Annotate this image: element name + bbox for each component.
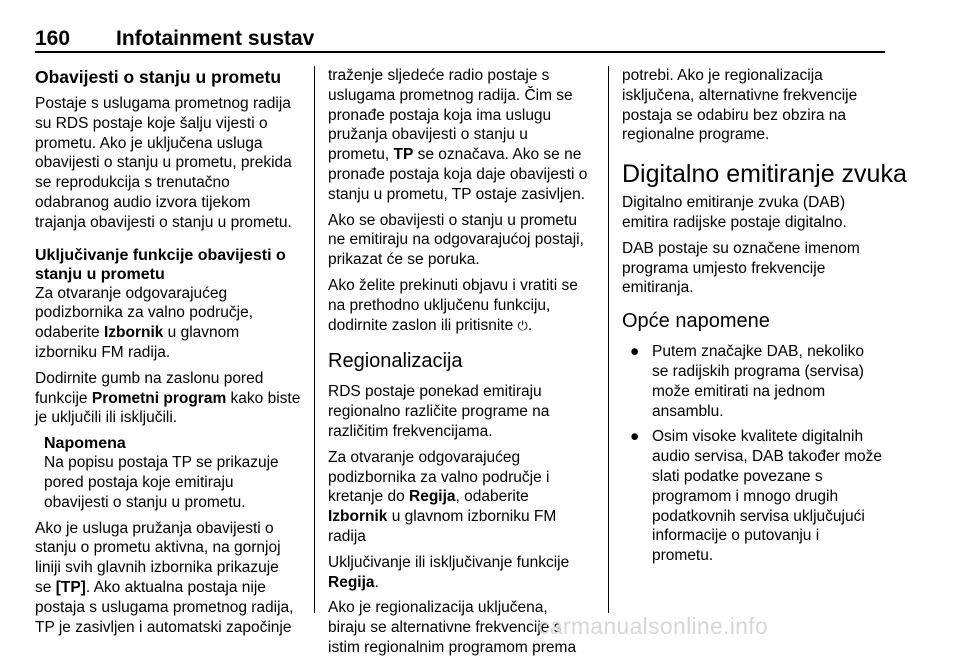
- text-line: [35, 323, 301, 343]
- text-line: podatkovnih servisa uključujući: [652, 507, 865, 525]
- paragraph-intro: [35, 94, 301, 233]
- text-line: [328, 507, 596, 527]
- text-line: se radijskih programa (servisa): [652, 362, 864, 380]
- note-box: [35, 434, 301, 512]
- text-line: DAB postaje su označene imenom: [622, 239, 860, 257]
- column-divider: [314, 66, 315, 613]
- text-line: ansamblu.: [652, 402, 724, 420]
- general-notes-heading: Opće napomene: [622, 310, 770, 333]
- header-rule: [35, 51, 885, 53]
- menu-term: Izbornik: [103, 324, 164, 342]
- menu-term: Izbornik: [328, 508, 388, 526]
- text-line: liniji svih glavnih izbornika prikazuje: [35, 559, 279, 577]
- list-item: [622, 427, 888, 566]
- text-line: pronađe postaja koja daje obavijesti o: [328, 165, 588, 183]
- text-run: u glavnom: [163, 324, 240, 342]
- text-line: potrebi. Ako je regionalizacija: [622, 67, 823, 84]
- text-line: [328, 573, 596, 593]
- text-line: Postaje s uslugama prometnog radija: [35, 95, 291, 112]
- text-line: podizbornika za valno područje i: [328, 468, 550, 486]
- text-line: prikazat će se poruka.: [328, 251, 480, 269]
- text-line: programom i mnogo drugih: [652, 487, 839, 505]
- text-line: Ako je regionalizacija uključena,: [328, 599, 548, 617]
- text-line: izborniku FM radija.: [35, 343, 171, 361]
- text-line: Osim visoke kvalitete digitalnih: [652, 428, 864, 446]
- text-line: isključena, alternativne frekvencije: [622, 86, 858, 104]
- text-line: Digitalno emitiranje zvuka (DAB): [622, 194, 846, 212]
- paragraph-message: [328, 211, 596, 270]
- paragraph-continued: [328, 66, 596, 205]
- text-line: podizbornika za valno područje,: [35, 304, 253, 322]
- column-divider: [608, 66, 609, 613]
- text-run: prometu,: [328, 146, 394, 164]
- text-run: funkcije: [35, 389, 92, 407]
- paragraph-dab-stations: [622, 239, 888, 298]
- text-run: , odaberite: [455, 488, 529, 506]
- paragraph-dab: [622, 193, 888, 233]
- note-title: Napomena: [44, 435, 126, 453]
- text-line: može emitirati na jednom: [652, 382, 826, 400]
- text-line: biraju se alternativne frekvencije s: [328, 619, 562, 637]
- text-line: prometu. Ako je uključena usluga: [35, 134, 263, 152]
- bullet-icon: ●: [630, 428, 640, 446]
- text-line: pružanja obavijesti o stanju u: [328, 126, 528, 144]
- watermark: carmanualsonline.info: [538, 613, 769, 639]
- text-run: odaberite: [35, 324, 104, 342]
- text-line: pronađe postaja koja ima uslugu: [328, 106, 552, 124]
- subheading-line: stanju u prometu: [35, 265, 165, 283]
- text-line: se reprodukcija s trenutačno: [35, 174, 230, 192]
- text-line: programa umjesto frekvencije: [622, 259, 826, 277]
- text-line: radija: [328, 527, 366, 545]
- paragraph-region-menu: [328, 448, 596, 547]
- text-line: Ako želite prekinuti objavu i vratiti se: [328, 276, 578, 294]
- subheading-line: Uključivanje funkcije obavijesti o: [35, 246, 286, 264]
- text-line: su RDS postaje koje šalju vijesti o: [35, 114, 268, 132]
- text-line: emitira radijske postaje digitalno.: [622, 213, 847, 231]
- notes-list: [622, 342, 888, 566]
- text-line: Ako je usluga pružanja obavijesti o: [35, 519, 274, 537]
- text-run: . Ako aktualna postaja nije: [85, 578, 266, 596]
- column-2: [328, 66, 596, 658]
- text-line: obavijesti o stanju u prometu.: [44, 493, 246, 511]
- paragraph-region-toggle: [328, 553, 596, 593]
- text-line: Uključivanje ili isključivanje funkcije: [328, 553, 570, 571]
- text-line: na prethodno uključenu funkciju,: [328, 296, 551, 314]
- paragraph-cancel: [328, 276, 596, 336]
- text-line: regionalne programe.: [622, 126, 770, 144]
- menu-term: [TP]: [55, 578, 86, 596]
- paragraph-open-menu: [35, 284, 301, 363]
- paragraph-continued: [622, 66, 888, 145]
- column-1: [35, 66, 301, 637]
- text-run: u glavnom izborniku FM: [387, 508, 557, 526]
- text-line: Putem značajke DAB, nekoliko: [652, 343, 864, 361]
- text-line: Za otvaranje odgovarajućeg: [328, 448, 521, 466]
- text-run: kako biste: [226, 389, 301, 407]
- text-line: emitiranja.: [622, 279, 694, 297]
- text-line: pored postaja koje emitiraju: [44, 473, 234, 491]
- bullet-icon: ●: [630, 343, 640, 361]
- text-line: Na popisu postaja TP se prikazuje: [44, 454, 279, 472]
- column-3: [622, 66, 907, 566]
- text-line: [35, 578, 301, 598]
- text-run: .: [527, 316, 533, 334]
- menu-term: Prometni program: [91, 389, 227, 407]
- text-line: prometu.: [652, 547, 714, 565]
- text-line: Za otvaranje odgovarajućeg: [35, 284, 228, 302]
- text-line: je uključili ili isključili.: [35, 409, 178, 427]
- text-line: Dodirnite gumb na zaslonu pored: [35, 369, 264, 387]
- paragraph-tp: [35, 519, 301, 638]
- text-run: dodirnite zaslon ili pritisnite: [328, 316, 518, 334]
- power-icon: ⏻: [517, 318, 528, 334]
- menu-term: TP: [393, 146, 414, 164]
- text-line: Ako se obavijesti o stanju u prometu: [328, 211, 577, 229]
- section-title: Obavijesti o stanju u prometu: [35, 67, 282, 87]
- text-line: ne emitiraju na odgovarajućoj postaji,: [328, 231, 584, 249]
- paragraph-toggle: [35, 369, 301, 428]
- text-line: postaja se odabiru bez obzira na: [622, 106, 847, 124]
- text-line: audio servisa, DAB također može: [652, 448, 883, 466]
- text-line: TP je zasivljen i automatski započinje: [35, 618, 292, 636]
- text-line: regionalno različite programe na: [328, 403, 550, 421]
- text-line: istim regionalnim programom prema: [328, 638, 577, 656]
- text-line: obavijesti o stanju u prometu, prekida: [35, 154, 292, 172]
- text-run: se: [35, 578, 56, 596]
- text-run: .: [374, 573, 379, 591]
- paragraph-rds: [328, 382, 596, 441]
- text-line: slati podatke povezane s: [652, 467, 823, 485]
- text-line: [328, 145, 596, 165]
- subheading: [35, 246, 301, 284]
- list-item: [622, 342, 888, 421]
- text-line: stanju u prometu, TP ostaje zasivljen.: [328, 185, 586, 203]
- menu-term: Regija: [328, 573, 375, 591]
- regionalization-heading: Regionalizacija: [328, 350, 463, 373]
- text-line: traženje sljedeće radio postaje s: [328, 67, 550, 84]
- text-line: trajanja obavijesti o stanju u prometu.: [35, 213, 292, 231]
- text-line: [328, 487, 596, 507]
- text-run: se označava. Ako se ne: [413, 146, 582, 164]
- page-header: [35, 27, 885, 51]
- text-line: uslugama prometnog radija. Čim se: [328, 86, 573, 104]
- text-line: informacije o putovanju i: [652, 527, 820, 545]
- text-line: [328, 316, 596, 337]
- dab-heading: Digitalno emitiranje zvuka: [622, 160, 907, 189]
- text-line: različitim frekvencijama.: [328, 422, 493, 440]
- text-line: [35, 389, 301, 409]
- text-line: RDS postaje ponekad emitiraju: [328, 383, 542, 401]
- menu-term: Regija: [409, 488, 456, 506]
- page-number: 160: [35, 27, 71, 50]
- text-line: postaja s uslugama prometnog radija,: [35, 598, 294, 616]
- text-run: kretanje do: [328, 488, 409, 506]
- text-line: stanju o prometu aktivna, na gornjoj: [35, 539, 281, 557]
- text-line: odabranog audio izvora tijekom: [35, 193, 251, 211]
- page-title: Infotainment sustav: [116, 27, 315, 50]
